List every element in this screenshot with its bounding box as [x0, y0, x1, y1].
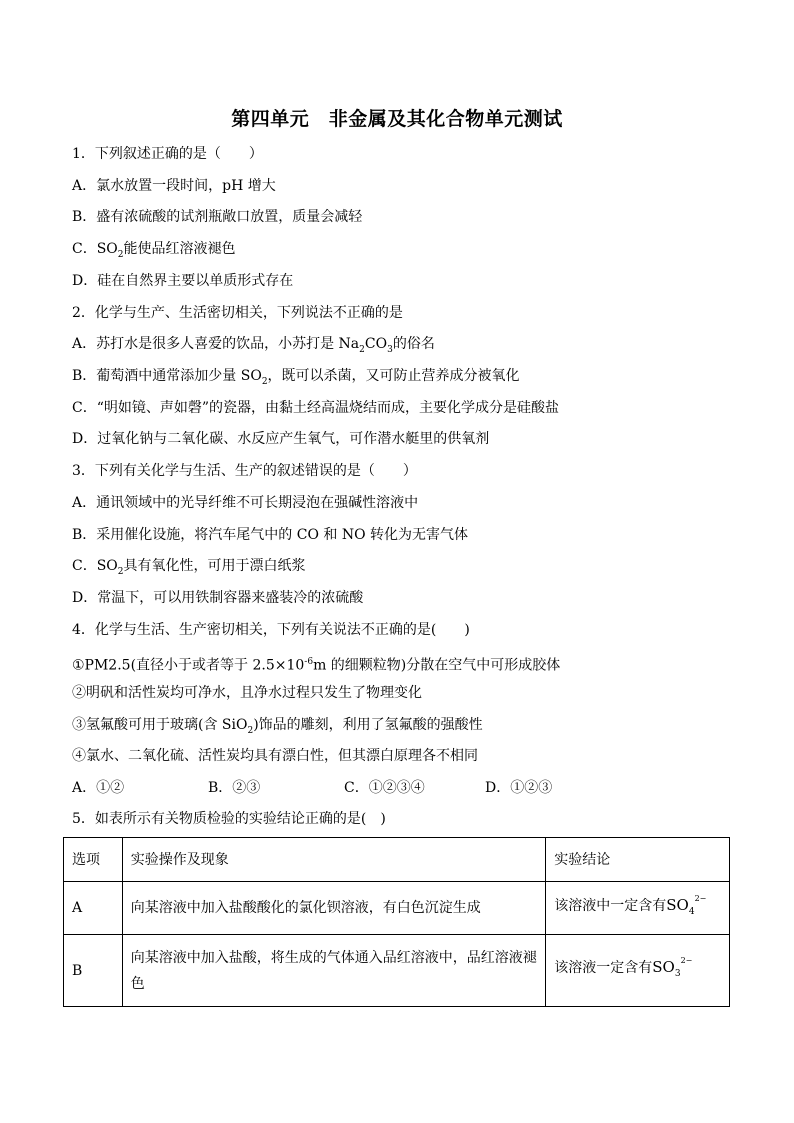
q3-stem: 3．下列有关化学与生活、生产的叙述错误的是（ ） — [72, 463, 417, 479]
q4-s1-sup: -6 — [304, 657, 314, 667]
q2-b-pre: B．葡萄酒中通常添加少量 SO — [72, 368, 262, 384]
table-row — [64, 882, 730, 935]
q4-option-a: A．①② — [72, 780, 125, 796]
q3-option-d: D．常温下，可以用铁制容器来盛装冷的浓硫酸 — [72, 590, 364, 606]
q4-statement-1 — [72, 652, 560, 676]
q5-table — [63, 837, 730, 1007]
sulfate-ion-charge: 2− — [694, 893, 707, 903]
q2-a-mid: CO — [364, 336, 388, 352]
q2-stem: 2．化学与生产、生活密切相关，下列说法不正确的是 — [72, 305, 403, 321]
q3-c-pre: C．SO — [72, 558, 118, 574]
row-b-operation: 向某溶液中加入盐酸，将生成的气体通入品红溶液中，品红溶液褪色 — [122, 935, 546, 1007]
q3-c-post: 具有氧化性，可用于漂白纸浆 — [123, 558, 306, 574]
q2-a-post: 的俗名 — [392, 336, 435, 352]
q4-statement-3 — [72, 715, 483, 741]
q1-c-pre: C．SO — [72, 241, 118, 257]
q1-stem: 1．下列叙述正确的是（ ） — [72, 146, 263, 162]
page-title: 第四单元 非金属及其化合物单元测试 — [231, 108, 563, 130]
q2-option-c: C．“明如镜、声如磬”的瓷器，由黏土经高温烧结而成，主要化学成分是硅酸盐 — [72, 400, 560, 416]
q2-a-sub1: 2 — [359, 344, 365, 355]
sulfite-ion — [652, 954, 693, 987]
q4-s1-pre: ①PM2.5(直径小于或者等于 2.5×10 — [72, 657, 305, 674]
row-a-operation: 向某溶液中加入盐酸酸化的氯化钡溶液，有白色沉淀生成 — [122, 882, 546, 935]
q2-a-sub2: 3 — [387, 344, 393, 355]
sulfite-ion-charge: 2− — [680, 956, 693, 965]
q1-option-a: A．氯水放置一段时间，pH 增大 — [72, 178, 276, 194]
row-a-conclusion-text: 该溶液中一定含有 — [554, 897, 667, 914]
q4-statement-4: ④氯水、二氧化硫、活性炭均具有漂白性，但其漂白原理各不相同 — [72, 748, 478, 764]
sulfite-ion-sub: 3 — [674, 969, 681, 979]
header-option: 选项 — [64, 838, 123, 882]
q1-c-sub: 2 — [117, 249, 124, 260]
q2-b-post: ，既可以杀菌，又可防止营养成分被氧化 — [267, 368, 520, 384]
q4-s1-post: m 的细颗粒物)分散在空气中可形成胶体 — [313, 657, 561, 674]
q2-option-a — [72, 334, 435, 360]
row-a-option: A — [64, 882, 123, 935]
table-row — [64, 935, 730, 1007]
q3-c-sub: 2 — [117, 566, 124, 577]
q1-option-b: B．盛有浓硫酸的试剂瓶敞口放置，质量会减轻 — [72, 209, 363, 225]
row-b-conclusion-text: 该溶液一定含有 — [554, 960, 653, 976]
q1-option-d: D．硅在自然界主要以单质形式存在 — [72, 273, 294, 289]
q4-s3-pre: ③氢氟酸可用于玻璃(含 SiO — [72, 717, 248, 733]
q1-option-c — [72, 239, 236, 265]
table-header-row — [64, 838, 730, 882]
q3-option-a: A．通讯领域中的光导纤维不可长期浸泡在强碱性溶液中 — [72, 495, 419, 511]
row-b-conclusion — [546, 935, 730, 1007]
q4-statement-2: ②明矾和活性炭均可净水，且净水过程只发生了物理变化 — [72, 685, 422, 701]
sulfate-ion — [666, 892, 707, 925]
q4-option-d: D．①②③ — [485, 780, 553, 796]
header-conclusion: 实验结论 — [546, 838, 730, 882]
q2-b-sub: 2 — [261, 376, 268, 387]
row-b-option: B — [64, 935, 123, 1007]
q4-option-b: B．②③ — [208, 780, 261, 796]
row-a-conclusion — [546, 882, 730, 935]
q1-c-post: 能使品红溶液褪色 — [123, 241, 236, 257]
sulfate-ion-sub: 4 — [688, 906, 695, 917]
q4-option-c: C．①②③④ — [344, 780, 425, 796]
q2-option-b — [72, 366, 520, 392]
q4-s3-sub: 2 — [247, 725, 254, 736]
sulfite-ion-symbol: SO — [652, 958, 675, 976]
header-operation: 实验操作及现象 — [122, 838, 546, 882]
sulfate-ion-symbol: SO — [666, 895, 689, 914]
q2-a-pre: A．苏打水是很多人喜爱的饮品，小苏打是 Na — [72, 336, 360, 352]
q4-stem: 4．化学与生活、生产密切相关，下列有关说法不正确的是( ) — [72, 622, 470, 638]
q2-option-d: D．过氧化钠与二氧化碳、水反应产生氧气，可作潜水艇里的供氧剂 — [72, 431, 490, 447]
q3-option-c — [72, 556, 306, 582]
q5-stem: 5．如表所示有关物质检验的实验结论正确的是( ) — [72, 811, 386, 827]
q4-s3-post: )饰品的雕刻，利用了氢氟酸的强酸性 — [253, 717, 483, 733]
q3-option-b: B．采用催化设施，将汽车尾气中的 CO 和 NO 转化为无害气体 — [72, 527, 469, 543]
